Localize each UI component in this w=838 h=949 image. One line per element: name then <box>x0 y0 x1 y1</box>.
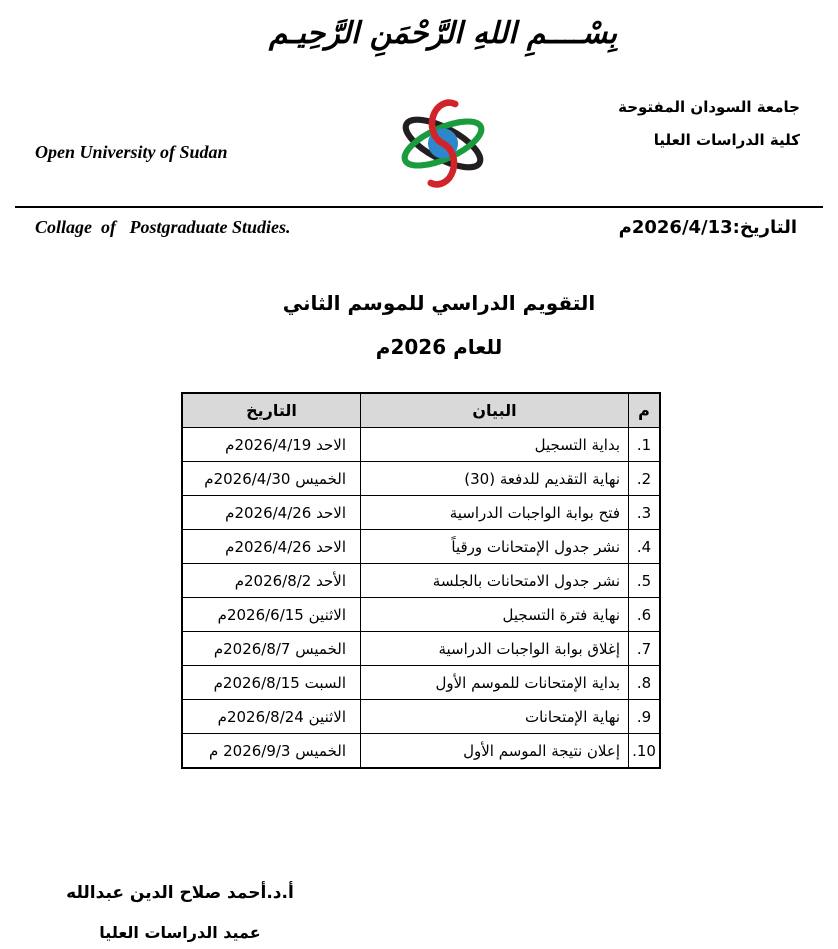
row-description: فتح بوابة الواجبات الدراسية <box>361 496 629 530</box>
row-number: 8. <box>629 666 661 700</box>
table-row <box>182 564 660 598</box>
table-row <box>182 530 660 564</box>
row-number: 4. <box>629 530 661 564</box>
header-divider-line <box>15 206 823 208</box>
letterhead-english <box>35 90 291 290</box>
dean-title: عميد الدراسات العليا <box>99 923 261 942</box>
table-header-row <box>182 393 660 428</box>
row-description: نهاية التقديم للدفعة (30) <box>361 462 629 496</box>
row-number: 6. <box>629 598 661 632</box>
title-line2: للعام 2026م <box>375 335 503 359</box>
row-date: الخميس 2026/4/30م <box>182 462 361 496</box>
table-row <box>182 666 660 700</box>
row-description: بداية التسجيل <box>361 428 629 462</box>
row-description: نهاية فترة التسجيل <box>361 598 629 632</box>
column-header-date: التاريخ <box>182 393 361 428</box>
document-title <box>20 281 838 369</box>
row-number: 2. <box>629 462 661 496</box>
row-date: الخميس 2026/9/3 م <box>182 734 361 769</box>
row-description: إغلاق بوابة الواجبات الدراسية <box>361 632 629 666</box>
signature-block <box>55 874 305 949</box>
row-number: 7. <box>629 632 661 666</box>
row-description: بداية الإمتحانات للموسم الأول <box>361 666 629 700</box>
letterhead-arabic <box>618 91 800 157</box>
academic-calendar-table <box>181 392 661 769</box>
row-description: نهاية الإمتحانات <box>361 700 629 734</box>
college-name-english: Collage of Postgraduate Studies. <box>35 217 291 237</box>
title-line1: التقويم الدراسي للموسم الثاني <box>282 291 596 315</box>
row-number: 10. <box>629 734 661 769</box>
row-description: إعلان نتيجة الموسم الأول <box>361 734 629 769</box>
document-date: التاريخ:2026/4/13م <box>618 217 797 238</box>
column-header-number: م <box>629 393 661 428</box>
row-number: 1. <box>629 428 661 462</box>
row-date: الاحد 2026/4/26م <box>182 530 361 564</box>
table-row <box>182 462 660 496</box>
college-name-arabic: كلية الدراسات العليا <box>653 131 800 149</box>
column-header-description: البيان <box>361 393 629 428</box>
row-description: نشر جدول الامتحانات بالجلسة <box>361 564 629 598</box>
table-row <box>182 700 660 734</box>
university-logo-icon <box>396 93 490 194</box>
row-date: السبت 2026/8/15م <box>182 666 361 700</box>
table-row <box>182 428 660 462</box>
bismillah-calligraphy: بِسْــــمِ اللهِ الرَّحْمَنِ الرَّحِيـم <box>268 16 618 51</box>
university-name-english: Open University of Sudan <box>35 142 228 162</box>
table-row <box>182 734 660 769</box>
row-date: الأحد 2026/8/2م <box>182 564 361 598</box>
row-description: نشر جدول الإمتحانات ورقياً <box>361 530 629 564</box>
row-date: الاثنين 2026/6/15م <box>182 598 361 632</box>
table-row <box>182 632 660 666</box>
dean-name: أ.د.أحمد صلاح الدين عبدالله <box>66 883 294 903</box>
row-date: الاحد 2026/4/26م <box>182 496 361 530</box>
row-date: الخميس 2026/8/7م <box>182 632 361 666</box>
row-number: 3. <box>629 496 661 530</box>
row-date: الاثنين 2026/8/24م <box>182 700 361 734</box>
row-date: الاحد 2026/4/19م <box>182 428 361 462</box>
row-number: 9. <box>629 700 661 734</box>
table-row <box>182 598 660 632</box>
row-number: 5. <box>629 564 661 598</box>
table-row <box>182 496 660 530</box>
university-name-arabic: جامعة السودان المفتوحة <box>618 98 800 116</box>
